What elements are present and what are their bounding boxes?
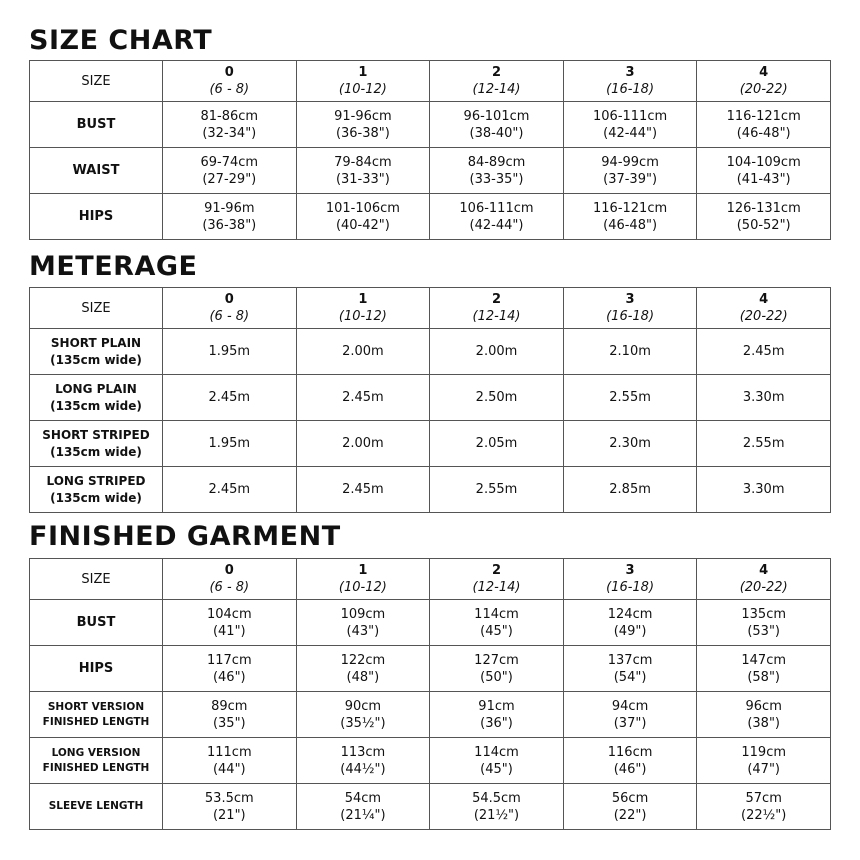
value-in: (46-48") — [736, 125, 791, 141]
value-cm: 106-111cm — [459, 200, 534, 216]
row-label-sub: (135cm wide) — [50, 352, 142, 367]
size-range: (12-14) — [472, 82, 521, 97]
value-in: (46") — [613, 761, 647, 777]
size-chart-title: SIZE CHART — [29, 25, 213, 56]
table-cell: 2.55m — [697, 421, 831, 467]
table-cell: 2.50m — [430, 375, 564, 421]
value-in: (21") — [212, 807, 246, 823]
value-cm: 122cm — [340, 652, 386, 668]
table-cell: 2.45m — [296, 375, 430, 421]
value-cm: 116cm — [607, 744, 653, 760]
row-label-waist: WAIST — [30, 148, 163, 194]
value-cm: 116-121cm — [726, 108, 801, 124]
value-in: (21½") — [473, 807, 520, 823]
size-range: (16-18) — [606, 82, 655, 97]
table-cell: 2.85m — [563, 467, 697, 513]
value-cm: 119cm — [741, 744, 786, 760]
table-row — [30, 784, 831, 830]
row-label-long-version-length — [30, 738, 163, 784]
value-cm: 124cm — [607, 606, 653, 622]
size-range: (16-18) — [606, 580, 655, 595]
size-range: (20-22) — [739, 580, 788, 595]
table-cell: 1.95m — [163, 329, 297, 375]
size-number: 4 — [759, 563, 769, 578]
row-label-hips: HIPS — [30, 646, 163, 692]
value-in: (41") — [212, 623, 246, 639]
row-label-sub: (135cm wide) — [50, 444, 142, 459]
value-cm: 96-101cm — [463, 108, 530, 124]
table-cell: 2.30m — [563, 421, 697, 467]
table-cell — [163, 102, 297, 148]
value-in: (38") — [747, 715, 781, 731]
value-cm: 111cm — [206, 744, 252, 760]
size-number: 0 — [224, 563, 234, 578]
table-cell — [563, 102, 697, 148]
row-label-short-striped — [30, 421, 163, 467]
table-cell — [296, 148, 430, 194]
row-label-short-plain — [30, 329, 163, 375]
table-cell — [296, 784, 430, 830]
size-range: (6 - 8) — [209, 309, 250, 324]
size-2-header — [430, 288, 564, 329]
row-label-short-version-length — [30, 692, 163, 738]
table-row — [30, 646, 831, 692]
table-cell: 2.00m — [430, 329, 564, 375]
value-in: (45") — [480, 623, 513, 639]
finished-garment-header-row — [30, 559, 831, 600]
table-cell: 2.45m — [163, 375, 297, 421]
table-cell: 2.55m — [563, 375, 697, 421]
size-range: (12-14) — [472, 309, 521, 324]
value-cm: 109cm — [340, 606, 386, 622]
size-header-label: SIZE — [30, 61, 163, 102]
value-in: (36-38") — [202, 217, 257, 233]
table-cell — [430, 738, 564, 784]
value-cm: 54cm — [344, 790, 382, 806]
table-row — [30, 148, 831, 194]
value-cm: 114cm — [474, 606, 519, 622]
value-in: (44") — [212, 761, 246, 777]
size-number: 3 — [625, 563, 635, 578]
table-cell — [296, 102, 430, 148]
value-in: (53") — [747, 623, 781, 639]
table-cell: 2.45m — [296, 467, 430, 513]
meterage-header-row — [30, 288, 831, 329]
size-number: 2 — [491, 65, 501, 80]
table-row — [30, 375, 831, 421]
table-cell — [163, 600, 297, 646]
size-range: (6 - 8) — [209, 82, 250, 97]
table-cell — [697, 600, 831, 646]
size-3-header — [563, 61, 697, 102]
row-label-line2: FINISHED LENGTH — [42, 761, 150, 774]
row-label-sub: (135cm wide) — [50, 490, 142, 505]
value-cm: 137cm — [607, 652, 653, 668]
size-1-header — [296, 288, 430, 329]
table-cell — [296, 600, 430, 646]
table-row — [30, 421, 831, 467]
value-in: (37") — [613, 715, 647, 731]
table-cell: 2.10m — [563, 329, 697, 375]
size-number: 1 — [358, 292, 368, 307]
table-row — [30, 329, 831, 375]
table-cell — [163, 692, 297, 738]
value-cm: 69-74cm — [200, 154, 259, 170]
value-cm: 94cm — [611, 698, 649, 714]
value-cm: 84-89cm — [467, 154, 526, 170]
table-cell — [163, 148, 297, 194]
table-cell — [430, 784, 564, 830]
value-in: (58") — [747, 669, 781, 685]
value-in: (47") — [747, 761, 781, 777]
table-cell — [697, 194, 831, 240]
value-cm: 106-111cm — [593, 108, 668, 124]
value-in: (43") — [346, 623, 380, 639]
row-label-main: SHORT VERSION — [47, 700, 145, 713]
table-cell: 2.00m — [296, 421, 430, 467]
value-in: (27-29") — [202, 171, 257, 187]
size-range: (12-14) — [472, 580, 521, 595]
size-range: (10-12) — [338, 82, 387, 97]
meterage-title: METERAGE — [29, 251, 198, 282]
value-cm: 90cm — [344, 698, 382, 714]
table-cell — [697, 692, 831, 738]
value-in: (37-39") — [603, 171, 658, 187]
size-3-header — [563, 288, 697, 329]
value-in: (42-44") — [469, 217, 524, 233]
size-4-header — [697, 288, 831, 329]
table-cell — [563, 692, 697, 738]
value-in: (45") — [480, 761, 513, 777]
size-number: 2 — [491, 563, 501, 578]
table-row — [30, 600, 831, 646]
value-cm: 91-96cm — [334, 108, 392, 124]
value-cm: 54.5cm — [472, 790, 521, 806]
value-cm: 101-106cm — [325, 200, 400, 216]
value-in: (21¼") — [340, 807, 386, 823]
size-chart-header-row — [30, 61, 831, 102]
row-label-bust: BUST — [30, 600, 163, 646]
table-cell: 2.05m — [430, 421, 564, 467]
table-row — [30, 102, 831, 148]
size-0-header — [163, 288, 297, 329]
table-cell — [563, 646, 697, 692]
value-cm: 116-121cm — [593, 200, 668, 216]
table-cell: 3.30m — [697, 467, 831, 513]
value-cm: 147cm — [741, 652, 786, 668]
value-in: (46-48") — [603, 217, 658, 233]
table-cell: 2.45m — [697, 329, 831, 375]
row-label-line2: FINISHED LENGTH — [42, 715, 150, 728]
table-cell — [430, 194, 564, 240]
size-range: (10-12) — [338, 580, 387, 595]
size-range: (10-12) — [338, 309, 387, 324]
value-in: (42-44") — [603, 125, 658, 141]
table-row — [30, 467, 831, 513]
value-cm: 94-99cm — [601, 154, 659, 170]
table-row — [30, 738, 831, 784]
value-in: (40-42") — [335, 217, 390, 233]
value-cm: 135cm — [741, 606, 786, 622]
table-cell — [163, 646, 297, 692]
size-0-header — [163, 61, 297, 102]
size-header-label: SIZE — [30, 288, 163, 329]
size-range: (16-18) — [606, 309, 655, 324]
value-in: (31-33") — [335, 171, 390, 187]
finished-garment-title: FINISHED GARMENT — [29, 521, 341, 552]
value-in: (36-38") — [335, 125, 390, 141]
size-number: 4 — [759, 292, 769, 307]
size-4-header — [697, 559, 831, 600]
value-in: (22½") — [741, 807, 787, 823]
table-cell — [563, 148, 697, 194]
value-cm: 91-96m — [204, 200, 255, 216]
size-number: 3 — [625, 65, 635, 80]
value-cm: 114cm — [474, 744, 519, 760]
size-1-header — [296, 61, 430, 102]
value-in: (50") — [480, 669, 513, 685]
table-cell: 3.30m — [697, 375, 831, 421]
size-range: (20-22) — [739, 82, 788, 97]
value-cm: 56cm — [611, 790, 649, 806]
value-in: (33-35") — [469, 171, 524, 187]
size-4-header — [697, 61, 831, 102]
row-label-main: SHORT STRIPED — [42, 427, 150, 442]
value-cm: 81-86cm — [200, 108, 259, 124]
table-cell — [697, 738, 831, 784]
size-number: 3 — [625, 292, 635, 307]
table-cell — [697, 148, 831, 194]
table-cell — [163, 738, 297, 784]
value-cm: 53.5cm — [204, 790, 254, 806]
row-label-main: SHORT PLAIN — [50, 335, 142, 350]
table-cell — [430, 148, 564, 194]
row-label-long-striped — [30, 467, 163, 513]
row-label-long-plain — [30, 375, 163, 421]
table-cell — [563, 738, 697, 784]
size-2-header — [430, 61, 564, 102]
size-range: (6 - 8) — [209, 580, 250, 595]
table-cell: 2.00m — [296, 329, 430, 375]
row-label-main: LONG STRIPED — [46, 473, 146, 488]
table-cell — [296, 738, 430, 784]
table-cell — [430, 600, 564, 646]
table-cell — [430, 692, 564, 738]
size-number: 0 — [224, 65, 234, 80]
size-3-header — [563, 559, 697, 600]
table-cell — [697, 784, 831, 830]
value-cm: 113cm — [340, 744, 386, 760]
size-1-header — [296, 559, 430, 600]
value-in: (35") — [212, 715, 246, 731]
value-in: (22") — [613, 807, 647, 823]
table-cell — [697, 102, 831, 148]
table-cell — [296, 646, 430, 692]
size-header-label: SIZE — [30, 559, 163, 600]
size-number: 4 — [759, 65, 769, 80]
table-row — [30, 692, 831, 738]
table-cell — [563, 194, 697, 240]
row-label-sub: (135cm wide) — [50, 398, 142, 413]
table-cell — [430, 646, 564, 692]
finished-garment-table — [29, 558, 831, 830]
table-cell: 2.55m — [430, 467, 564, 513]
size-0-header — [163, 559, 297, 600]
value-cm: 57cm — [745, 790, 782, 806]
value-cm: 96cm — [745, 698, 782, 714]
value-cm: 126-131cm — [726, 200, 801, 216]
size-number: 1 — [358, 563, 368, 578]
value-cm: 127cm — [474, 652, 519, 668]
table-cell: 1.95m — [163, 421, 297, 467]
table-cell — [163, 194, 297, 240]
value-cm: 91cm — [478, 698, 515, 714]
table-cell — [296, 692, 430, 738]
value-cm: 104cm — [206, 606, 252, 622]
size-2-header — [430, 559, 564, 600]
value-in: (44½") — [340, 761, 386, 777]
value-in: (50-52") — [736, 217, 791, 233]
table-cell — [430, 102, 564, 148]
size-number: 1 — [358, 65, 368, 80]
value-in: (32-34") — [202, 125, 257, 141]
value-cm: 79-84cm — [334, 154, 392, 170]
size-range: (20-22) — [739, 309, 788, 324]
size-number: 0 — [224, 292, 234, 307]
value-cm: 104-109cm — [726, 154, 801, 170]
value-in: (46") — [212, 669, 246, 685]
table-cell — [697, 646, 831, 692]
row-label-main: LONG VERSION — [51, 746, 141, 759]
value-in: (35½") — [340, 715, 386, 731]
value-in: (54") — [613, 669, 647, 685]
table-cell — [563, 600, 697, 646]
value-cm: 89cm — [211, 698, 248, 714]
size-chart-table — [29, 60, 831, 240]
value-cm: 117cm — [206, 652, 252, 668]
row-label-bust: BUST — [30, 102, 163, 148]
table-row — [30, 194, 831, 240]
table-cell: 2.45m — [163, 467, 297, 513]
value-in: (36") — [480, 715, 513, 731]
value-in: (41-43") — [736, 171, 791, 187]
row-label-sleeve-length: SLEEVE LENGTH — [30, 784, 163, 830]
table-cell — [163, 784, 297, 830]
row-label-main: LONG PLAIN — [55, 381, 137, 396]
value-in: (38-40") — [469, 125, 524, 141]
row-label-hips: HIPS — [30, 194, 163, 240]
table-cell — [296, 194, 430, 240]
table-cell — [563, 784, 697, 830]
meterage-table — [29, 287, 831, 513]
value-in: (48") — [346, 669, 380, 685]
value-in: (49") — [613, 623, 647, 639]
size-number: 2 — [491, 292, 501, 307]
